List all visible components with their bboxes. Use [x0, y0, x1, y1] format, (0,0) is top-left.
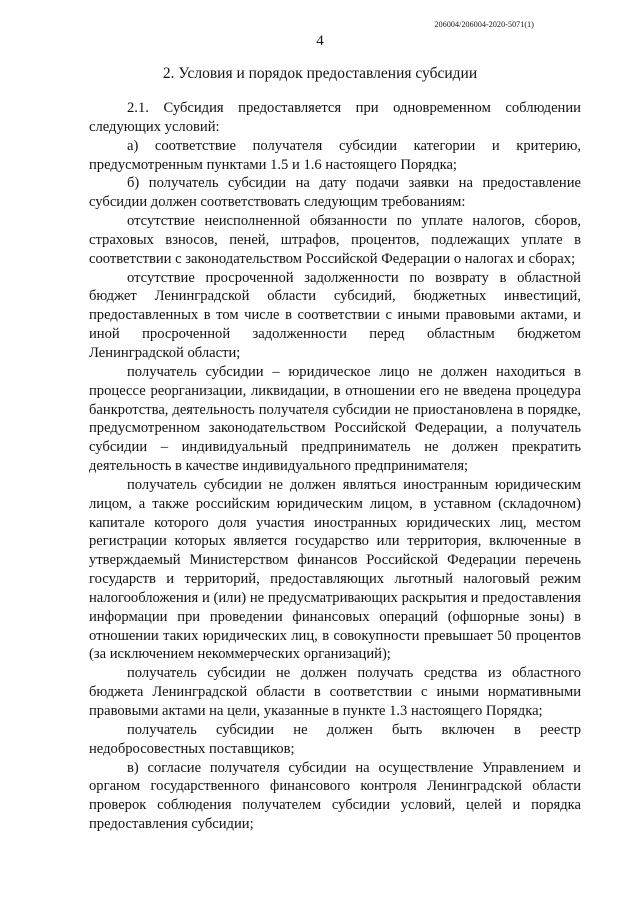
section-title: 2. Условия и порядок предоставления субсидии	[162, 65, 478, 82]
paragraph-debt: отсутствие просроченной задолженности по возврату в областной бюджет Ленинградской области субсидий, бюджетных инвестиций, предоставленных в том числе в соответствии с иными правовыми актами, и иной просроченной задолженности перед областным бюджетом Ленинградской области;	[89, 269, 581, 361]
paragraph-2-1: 2.1. Субсидия предоставляется при одновременном соблюдении следующих условий:	[89, 100, 581, 135]
page-number: 4	[316, 33, 324, 49]
paragraph-reorganization: получатель субсидии – юридическое лицо не должен находиться в процессе реорганизации, ликвидации, в отношении его не введена процедура банкротства, деятельность получателя субсидии не приостановлена в порядке, предусмотренном законодательством Российской Федерации, а получатель субсидии – индивидуальный предприниматель не должен прекратить деятельность в качестве индивидуального предпринимателя;	[89, 363, 581, 475]
document-code: 206004/206004-2020-5071(1)	[434, 20, 534, 29]
paragraph-taxes: отсутствие неисполненной обязанности по уплате налогов, сборов, страховых взносов, пеней, штрафов, процентов, подлежащих уплате в соответствии с законодательством Российской Федерации о налогах и сборах;	[89, 213, 581, 267]
document-body	[89, 99, 581, 834]
paragraph-b: б) получатель субсидии на дату подачи заявки на предоставление субсидии должен соответствовать следующим требованиям:	[89, 175, 581, 211]
paragraph-registry: получатель субсидии не должен быть включен в реестр недобросовестных поставщиков;	[89, 721, 581, 757]
paragraph-v: в) согласие получателя субсидии на осуществление Управлением и органом государственного финансового контроля Ленинградской области проверок соблюдения получателем субсидии условий, целей и порядка предоставления субсидии;	[89, 759, 581, 833]
paragraph-foreign-entity: получатель субсидии не должен являться иностранным юридическим лицом, а также российским юридическим лицом, в уставном (складочном) капитале которого доля участия иностранных юридических лиц, местом регистрации которых является государство или территория, включенные в утверждаемый Министерством финансов Российской Федерации перечень государств и территорий, предоставляющих льготный налоговый режим налогообложения и (или) не предусматривающих раскрытия и предоставления информации при проведении финансовых операций (офшорные зоны) в отношении таких юридических лиц, в совокупности превышает 50 процентов (за исключением некоммерческих организаций);	[89, 476, 581, 663]
paragraph-a: а) соответствие получателя субсидии категории и критерию, предусмотренным пунктами 1.5 и 1.6 настоящего Порядка;	[89, 137, 581, 173]
paragraph-other-funds: получатель субсидии не должен получать средства из областного бюджета Ленинградской области в соответствии с иными нормативными правовыми актами на цели, указанные в пункте 1.3 настоящего Порядка;	[89, 665, 581, 719]
